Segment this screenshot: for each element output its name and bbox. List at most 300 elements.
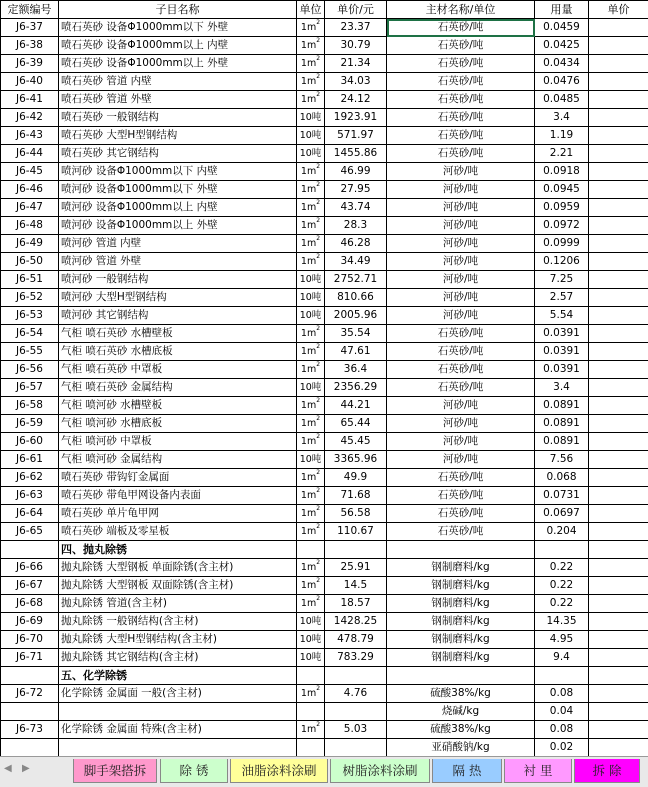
cell-name[interactable]: 喷河砂 设备Φ1000mm以上 外壁 bbox=[59, 217, 297, 235]
cell-unit-price[interactable] bbox=[589, 217, 648, 235]
cell-name[interactable]: 喷石英砂 设备Φ1000mm以上 内壁 bbox=[59, 37, 297, 55]
cell-unit-price[interactable] bbox=[589, 307, 648, 325]
cell-qty[interactable]: 0.204 bbox=[535, 523, 589, 541]
cell-unit-price[interactable] bbox=[589, 577, 648, 595]
cell-price[interactable] bbox=[325, 667, 387, 685]
cell-unit[interactable]: $1m^2$ bbox=[297, 199, 325, 217]
cell-name[interactable]: 化学除锈 金属面 特殊(含主材) bbox=[59, 721, 297, 739]
cell-code[interactable]: J6-45 bbox=[1, 163, 59, 181]
cell-price[interactable]: 1455.86 bbox=[325, 145, 387, 163]
cell-qty[interactable]: 0.0391 bbox=[535, 361, 589, 379]
cell-qty[interactable]: 0.0959 bbox=[535, 199, 589, 217]
cell-name[interactable]: 喷石英砂 管道 内壁 bbox=[59, 73, 297, 91]
cell-price[interactable]: 43.74 bbox=[325, 199, 387, 217]
cell-unit[interactable]: $1m^2$ bbox=[297, 415, 325, 433]
cell-qty[interactable]: 0.0459 bbox=[535, 19, 589, 37]
cell-material[interactable]: 石英砂/吨 bbox=[387, 361, 535, 379]
cell-unit[interactable]: 10吨 bbox=[297, 127, 325, 145]
cell-name[interactable] bbox=[59, 703, 297, 721]
cell-name[interactable]: 喷石英砂 设备Φ1000mm以上 外壁 bbox=[59, 55, 297, 73]
cell-price[interactable]: 49.9 bbox=[325, 469, 387, 487]
cell-material[interactable]: 石英砂/吨 bbox=[387, 19, 535, 37]
cell-unit[interactable]: $1m^2$ bbox=[297, 181, 325, 199]
cell-qty[interactable]: 7.25 bbox=[535, 271, 589, 289]
cell-code[interactable]: J6-50 bbox=[1, 253, 59, 271]
cell-unit[interactable]: 10吨 bbox=[297, 379, 325, 397]
cell-code[interactable]: J6-73 bbox=[1, 721, 59, 739]
cell-qty[interactable]: 0.0891 bbox=[535, 433, 589, 451]
cell-unit[interactable]: $1m^2$ bbox=[297, 325, 325, 343]
cell-unit[interactable]: $1m^2$ bbox=[297, 559, 325, 577]
cell-qty[interactable]: 0.04 bbox=[535, 703, 589, 721]
cell-unit[interactable]: $1m^2$ bbox=[297, 19, 325, 37]
sheet-tab-2[interactable]: 除 锈 bbox=[160, 759, 228, 783]
cell-code[interactable]: J6-48 bbox=[1, 217, 59, 235]
cell-unit[interactable]: $1m^2$ bbox=[297, 685, 325, 703]
cell-price[interactable]: 36.4 bbox=[325, 361, 387, 379]
cell-qty[interactable]: 0.02 bbox=[535, 739, 589, 757]
cell-name[interactable]: 抛丸除锈 大型钢板 双面除锈(含主材) bbox=[59, 577, 297, 595]
cell-code[interactable]: J6-59 bbox=[1, 415, 59, 433]
cell-price[interactable]: 21.34 bbox=[325, 55, 387, 73]
header-price[interactable]: 单价/元 bbox=[325, 1, 387, 19]
cell-unit[interactable]: $1m^2$ bbox=[297, 361, 325, 379]
header-code[interactable]: 定额编号 bbox=[1, 1, 59, 19]
header-material[interactable]: 主材名称/单位 bbox=[387, 1, 535, 19]
cell-material[interactable]: 河砂/吨 bbox=[387, 181, 535, 199]
cell-qty[interactable]: 7.56 bbox=[535, 451, 589, 469]
cell-price[interactable]: 46.99 bbox=[325, 163, 387, 181]
cell-unit[interactable]: 10吨 bbox=[297, 145, 325, 163]
header-name[interactable]: 子目名称 bbox=[59, 1, 297, 19]
cell-unit[interactable]: $1m^2$ bbox=[297, 523, 325, 541]
cell-code[interactable]: J6-39 bbox=[1, 55, 59, 73]
cell-price[interactable]: 5.03 bbox=[325, 721, 387, 739]
cell-unit[interactable]: $1m^2$ bbox=[297, 433, 325, 451]
cell-code[interactable]: J6-44 bbox=[1, 145, 59, 163]
scroll-right-icon[interactable]: ▶ bbox=[22, 763, 30, 774]
cell-qty[interactable]: 0.0891 bbox=[535, 415, 589, 433]
cell-material[interactable] bbox=[387, 667, 535, 685]
cell-code[interactable]: J6-52 bbox=[1, 289, 59, 307]
cell-material[interactable]: 河砂/吨 bbox=[387, 163, 535, 181]
cell-code[interactable] bbox=[1, 703, 59, 721]
cell-name[interactable]: 抛丸除锈 管道(含主材) bbox=[59, 595, 297, 613]
cell-name[interactable]: 气柜 喷河砂 金属结构 bbox=[59, 451, 297, 469]
cell-qty[interactable]: 0.068 bbox=[535, 469, 589, 487]
cell-qty[interactable]: 3.4 bbox=[535, 109, 589, 127]
cell-name[interactable]: 气柜 喷石英砂 中罩板 bbox=[59, 361, 297, 379]
cell-unit-price[interactable] bbox=[589, 289, 648, 307]
cell-qty[interactable]: 0.0391 bbox=[535, 343, 589, 361]
cell-material[interactable]: 河砂/吨 bbox=[387, 415, 535, 433]
cell-price[interactable]: 34.03 bbox=[325, 73, 387, 91]
cell-material[interactable]: 河砂/吨 bbox=[387, 289, 535, 307]
cell-price[interactable]: 47.61 bbox=[325, 343, 387, 361]
cell-code[interactable]: J6-67 bbox=[1, 577, 59, 595]
cell-code[interactable]: J6-72 bbox=[1, 685, 59, 703]
cell-material[interactable]: 石英砂/吨 bbox=[387, 127, 535, 145]
cell-price[interactable]: 110.67 bbox=[325, 523, 387, 541]
cell-material[interactable]: 河砂/吨 bbox=[387, 271, 535, 289]
cell-unit[interactable]: $1m^2$ bbox=[297, 577, 325, 595]
cell-unit-price[interactable] bbox=[589, 487, 648, 505]
cell-price[interactable]: 783.29 bbox=[325, 649, 387, 667]
cell-code[interactable]: J6-63 bbox=[1, 487, 59, 505]
sheet-tab-3[interactable]: 油脂涂料涂刷 bbox=[230, 759, 328, 783]
cell-material[interactable]: 石英砂/吨 bbox=[387, 523, 535, 541]
cell-unit[interactable]: 10吨 bbox=[297, 649, 325, 667]
cell-code[interactable]: J6-49 bbox=[1, 235, 59, 253]
cell-material[interactable]: 石英砂/吨 bbox=[387, 55, 535, 73]
cell-unit[interactable]: $1m^2$ bbox=[297, 91, 325, 109]
cell-price[interactable]: 46.28 bbox=[325, 235, 387, 253]
cell-unit[interactable]: $1m^2$ bbox=[297, 595, 325, 613]
cell-name[interactable]: 气柜 喷石英砂 水槽底板 bbox=[59, 343, 297, 361]
cell-name[interactable]: 喷石英砂 带龟甲网设备内表面 bbox=[59, 487, 297, 505]
cell-name[interactable]: 抛丸除锈 其它钢结构(含主材) bbox=[59, 649, 297, 667]
cell-unit-price[interactable] bbox=[589, 595, 648, 613]
cell-material[interactable]: 烧碱/kg bbox=[387, 703, 535, 721]
cell-unit-price[interactable] bbox=[589, 55, 648, 73]
header-unit-price[interactable]: 单价 bbox=[589, 1, 648, 19]
cell-price[interactable]: 65.44 bbox=[325, 415, 387, 433]
cell-material[interactable]: 河砂/吨 bbox=[387, 199, 535, 217]
cell-code[interactable]: J6-55 bbox=[1, 343, 59, 361]
cell-material[interactable]: 石英砂/吨 bbox=[387, 37, 535, 55]
cell-qty[interactable]: 0.0425 bbox=[535, 37, 589, 55]
sheet-tab-7[interactable]: 拆 除 bbox=[574, 759, 640, 783]
cell-code[interactable]: J6-70 bbox=[1, 631, 59, 649]
cell-qty[interactable]: 0.0731 bbox=[535, 487, 589, 505]
cell-price[interactable]: 27.95 bbox=[325, 181, 387, 199]
cell-name[interactable]: 气柜 喷石英砂 水槽壁板 bbox=[59, 325, 297, 343]
cell-unit-price[interactable] bbox=[589, 343, 648, 361]
cell-name[interactable]: 气柜 喷石英砂 金属结构 bbox=[59, 379, 297, 397]
cell-unit-price[interactable] bbox=[589, 523, 648, 541]
cell-qty[interactable]: 0.0945 bbox=[535, 181, 589, 199]
cell-name[interactable]: 喷河砂 一般钢结构 bbox=[59, 271, 297, 289]
cell-material[interactable]: 钢制磨料/kg bbox=[387, 649, 535, 667]
cell-name[interactable]: 五、化学除锈 bbox=[59, 667, 297, 685]
cell-code[interactable]: J6-46 bbox=[1, 181, 59, 199]
cell-name[interactable]: 喷河砂 大型H型钢结构 bbox=[59, 289, 297, 307]
cell-code[interactable] bbox=[1, 739, 59, 757]
cell-material[interactable]: 河砂/吨 bbox=[387, 235, 535, 253]
cell-qty[interactable]: 0.0999 bbox=[535, 235, 589, 253]
cell-material[interactable]: 硫酸38%/kg bbox=[387, 721, 535, 739]
cell-code[interactable]: J6-37 bbox=[1, 19, 59, 37]
cell-name[interactable]: 气柜 喷河砂 水槽壁板 bbox=[59, 397, 297, 415]
cell-qty[interactable]: 4.95 bbox=[535, 631, 589, 649]
cell-code[interactable]: J6-40 bbox=[1, 73, 59, 91]
cell-code[interactable]: J6-51 bbox=[1, 271, 59, 289]
cell-material[interactable]: 石英砂/吨 bbox=[387, 325, 535, 343]
cell-qty[interactable]: 0.0391 bbox=[535, 325, 589, 343]
cell-qty[interactable] bbox=[535, 667, 589, 685]
cell-material[interactable]: 石英砂/吨 bbox=[387, 109, 535, 127]
cell-unit[interactable]: 10吨 bbox=[297, 289, 325, 307]
cell-name[interactable]: 喷石英砂 单片龟甲网 bbox=[59, 505, 297, 523]
cell-code[interactable]: J6-58 bbox=[1, 397, 59, 415]
cell-unit-price[interactable] bbox=[589, 37, 648, 55]
cell-unit[interactable]: $1m^2$ bbox=[297, 505, 325, 523]
cell-unit[interactable]: 10吨 bbox=[297, 109, 325, 127]
cell-unit-price[interactable] bbox=[589, 685, 648, 703]
cell-price[interactable]: 2752.71 bbox=[325, 271, 387, 289]
cell-qty[interactable]: 9.4 bbox=[535, 649, 589, 667]
cell-unit[interactable] bbox=[297, 667, 325, 685]
cell-name[interactable]: 喷石英砂 大型H型钢结构 bbox=[59, 127, 297, 145]
cell-unit[interactable]: $1m^2$ bbox=[297, 217, 325, 235]
cell-qty[interactable] bbox=[535, 541, 589, 559]
cell-name[interactable] bbox=[59, 739, 297, 757]
cell-unit-price[interactable] bbox=[589, 235, 648, 253]
cell-material[interactable]: 河砂/吨 bbox=[387, 433, 535, 451]
cell-price[interactable] bbox=[325, 703, 387, 721]
cell-price[interactable]: 478.79 bbox=[325, 631, 387, 649]
cell-unit-price[interactable] bbox=[589, 505, 648, 523]
cell-unit[interactable]: $1m^2$ bbox=[297, 55, 325, 73]
cell-price[interactable]: 1428.25 bbox=[325, 613, 387, 631]
cell-unit-price[interactable] bbox=[589, 19, 648, 37]
cell-material[interactable]: 亚硝酸钠/kg bbox=[387, 739, 535, 757]
cell-price[interactable] bbox=[325, 739, 387, 757]
cell-unit-price[interactable] bbox=[589, 271, 648, 289]
cell-unit[interactable]: 10吨 bbox=[297, 631, 325, 649]
cell-qty[interactable]: 0.22 bbox=[535, 595, 589, 613]
cell-price[interactable]: 25.91 bbox=[325, 559, 387, 577]
cell-unit[interactable] bbox=[297, 541, 325, 559]
cell-qty[interactable]: 0.08 bbox=[535, 685, 589, 703]
cell-unit-price[interactable] bbox=[589, 397, 648, 415]
cell-code[interactable]: J6-60 bbox=[1, 433, 59, 451]
cell-price[interactable]: 2356.29 bbox=[325, 379, 387, 397]
cell-price[interactable]: 4.76 bbox=[325, 685, 387, 703]
cell-material[interactable]: 石英砂/吨 bbox=[387, 145, 535, 163]
header-qty[interactable]: 用量 bbox=[535, 1, 589, 19]
cell-unit-price[interactable] bbox=[589, 145, 648, 163]
cell-unit[interactable] bbox=[297, 703, 325, 721]
cell-price[interactable]: 45.45 bbox=[325, 433, 387, 451]
cell-code[interactable]: J6-38 bbox=[1, 37, 59, 55]
cell-unit-price[interactable] bbox=[589, 703, 648, 721]
cell-price[interactable]: 44.21 bbox=[325, 397, 387, 415]
sheet-tab-6[interactable]: 衬 里 bbox=[504, 759, 572, 783]
cell-code[interactable]: J6-66 bbox=[1, 559, 59, 577]
cell-qty[interactable]: 0.0476 bbox=[535, 73, 589, 91]
cell-qty[interactable]: 2.57 bbox=[535, 289, 589, 307]
cell-material[interactable]: 河砂/吨 bbox=[387, 397, 535, 415]
cell-unit[interactable]: $1m^2$ bbox=[297, 469, 325, 487]
cell-unit-price[interactable] bbox=[589, 721, 648, 739]
cell-code[interactable]: J6-54 bbox=[1, 325, 59, 343]
cell-material[interactable]: 河砂/吨 bbox=[387, 451, 535, 469]
cell-material[interactable]: 河砂/吨 bbox=[387, 307, 535, 325]
cell-price[interactable]: 2005.96 bbox=[325, 307, 387, 325]
cell-unit-price[interactable] bbox=[589, 451, 648, 469]
cell-unit[interactable]: $1m^2$ bbox=[297, 37, 325, 55]
cell-name[interactable]: 喷石英砂 一般钢结构 bbox=[59, 109, 297, 127]
cell-unit[interactable]: 10吨 bbox=[297, 307, 325, 325]
cell-unit-price[interactable] bbox=[589, 199, 648, 217]
cell-material[interactable]: 石英砂/吨 bbox=[387, 343, 535, 361]
cell-name[interactable]: 喷石英砂 带钩钉金属面 bbox=[59, 469, 297, 487]
cell-unit[interactable]: $1m^2$ bbox=[297, 253, 325, 271]
cell-code[interactable]: J6-47 bbox=[1, 199, 59, 217]
cell-qty[interactable]: 0.0891 bbox=[535, 397, 589, 415]
cell-qty[interactable]: 0.0697 bbox=[535, 505, 589, 523]
cell-unit[interactable]: $1m^2$ bbox=[297, 397, 325, 415]
cell-material[interactable]: 石英砂/吨 bbox=[387, 379, 535, 397]
cell-price[interactable]: 1923.91 bbox=[325, 109, 387, 127]
cell-qty[interactable]: 0.0918 bbox=[535, 163, 589, 181]
cell-code[interactable]: J6-56 bbox=[1, 361, 59, 379]
cell-price[interactable]: 30.79 bbox=[325, 37, 387, 55]
cell-material[interactable]: 硫酸38%/kg bbox=[387, 685, 535, 703]
cell-unit-price[interactable] bbox=[589, 559, 648, 577]
cell-unit-price[interactable] bbox=[589, 739, 648, 757]
cell-code[interactable]: J6-42 bbox=[1, 109, 59, 127]
cell-price[interactable]: 571.97 bbox=[325, 127, 387, 145]
cell-material[interactable]: 钢制磨料/kg bbox=[387, 631, 535, 649]
cell-name[interactable]: 气柜 喷河砂 中罩板 bbox=[59, 433, 297, 451]
cell-material[interactable]: 钢制磨料/kg bbox=[387, 559, 535, 577]
cell-code[interactable] bbox=[1, 541, 59, 559]
cell-qty[interactable]: 2.21 bbox=[535, 145, 589, 163]
cell-name[interactable]: 喷河砂 设备Φ1000mm以上 内壁 bbox=[59, 199, 297, 217]
cell-qty[interactable]: 5.54 bbox=[535, 307, 589, 325]
cell-price[interactable]: 14.5 bbox=[325, 577, 387, 595]
cell-unit-price[interactable] bbox=[589, 379, 648, 397]
cell-price[interactable]: 24.12 bbox=[325, 91, 387, 109]
cell-qty[interactable]: 0.0485 bbox=[535, 91, 589, 109]
cell-name[interactable]: 抛丸除锈 一般钢结构(含主材) bbox=[59, 613, 297, 631]
cell-material[interactable]: 钢制磨料/kg bbox=[387, 595, 535, 613]
cell-material[interactable]: 石英砂/吨 bbox=[387, 505, 535, 523]
cell-unit-price[interactable] bbox=[589, 613, 648, 631]
cell-price[interactable]: 35.54 bbox=[325, 325, 387, 343]
cell-qty[interactable]: 3.4 bbox=[535, 379, 589, 397]
scroll-left-icon[interactable]: ◀ bbox=[4, 763, 12, 774]
cell-code[interactable]: J6-41 bbox=[1, 91, 59, 109]
cell-price[interactable]: 810.66 bbox=[325, 289, 387, 307]
cell-unit-price[interactable] bbox=[589, 433, 648, 451]
cell-code[interactable]: J6-43 bbox=[1, 127, 59, 145]
cell-code[interactable]: J6-57 bbox=[1, 379, 59, 397]
cell-unit-price[interactable] bbox=[589, 325, 648, 343]
cell-material[interactable]: 石英砂/吨 bbox=[387, 469, 535, 487]
cell-material[interactable]: 石英砂/吨 bbox=[387, 487, 535, 505]
sheet-tab-1[interactable]: 脚手架搭拆 bbox=[73, 759, 157, 783]
cell-unit[interactable]: 10吨 bbox=[297, 613, 325, 631]
cell-unit-price[interactable] bbox=[589, 415, 648, 433]
cell-qty[interactable]: 0.22 bbox=[535, 559, 589, 577]
cell-name[interactable]: 喷石英砂 端板及零星板 bbox=[59, 523, 297, 541]
cell-price[interactable] bbox=[325, 541, 387, 559]
cell-qty[interactable]: 0.1206 bbox=[535, 253, 589, 271]
cell-qty[interactable]: 0.22 bbox=[535, 577, 589, 595]
cell-name[interactable]: 喷石英砂 其它钢结构 bbox=[59, 145, 297, 163]
cell-code[interactable]: J6-68 bbox=[1, 595, 59, 613]
cell-qty[interactable]: 0.0972 bbox=[535, 217, 589, 235]
cell-unit[interactable]: $1m^2$ bbox=[297, 343, 325, 361]
sheet-tab-5[interactable]: 隔 热 bbox=[432, 759, 502, 783]
cell-name[interactable]: 抛丸除锈 大型H型钢结构(含主材) bbox=[59, 631, 297, 649]
cell-material[interactable]: 石英砂/吨 bbox=[387, 73, 535, 91]
cell-qty[interactable]: 0.0434 bbox=[535, 55, 589, 73]
cell-name[interactable]: 喷河砂 设备Φ1000mm以下 内壁 bbox=[59, 163, 297, 181]
cell-price[interactable]: 3365.96 bbox=[325, 451, 387, 469]
cell-name[interactable]: 喷石英砂 管道 外壁 bbox=[59, 91, 297, 109]
cell-unit-price[interactable] bbox=[589, 361, 648, 379]
cell-price[interactable]: 34.49 bbox=[325, 253, 387, 271]
cell-name[interactable]: 喷河砂 管道 外壁 bbox=[59, 253, 297, 271]
cell-unit-price[interactable] bbox=[589, 469, 648, 487]
cell-unit-price[interactable] bbox=[589, 127, 648, 145]
cell-name[interactable]: 四、抛丸除锈 bbox=[59, 541, 297, 559]
cell-material[interactable]: 河砂/吨 bbox=[387, 253, 535, 271]
cell-unit[interactable] bbox=[297, 739, 325, 757]
cell-unit[interactable]: 10吨 bbox=[297, 271, 325, 289]
cell-unit[interactable]: $1m^2$ bbox=[297, 73, 325, 91]
cell-code[interactable]: J6-71 bbox=[1, 649, 59, 667]
cell-unit-price[interactable] bbox=[589, 181, 648, 199]
cell-qty[interactable]: 1.19 bbox=[535, 127, 589, 145]
cell-unit-price[interactable] bbox=[589, 667, 648, 685]
cell-price[interactable]: 18.57 bbox=[325, 595, 387, 613]
cell-code[interactable]: J6-69 bbox=[1, 613, 59, 631]
cell-price[interactable]: 56.58 bbox=[325, 505, 387, 523]
cell-code[interactable]: J6-61 bbox=[1, 451, 59, 469]
cell-name[interactable]: 喷石英砂 设备Φ1000mm以下 外壁 bbox=[59, 19, 297, 37]
cell-code[interactable]: J6-53 bbox=[1, 307, 59, 325]
cell-unit-price[interactable] bbox=[589, 109, 648, 127]
cell-unit[interactable]: $1m^2$ bbox=[297, 163, 325, 181]
cell-code[interactable]: J6-62 bbox=[1, 469, 59, 487]
cell-material[interactable]: 钢制磨料/kg bbox=[387, 613, 535, 631]
cell-unit[interactable]: $1m^2$ bbox=[297, 721, 325, 739]
cell-price[interactable]: 71.68 bbox=[325, 487, 387, 505]
cell-unit-price[interactable] bbox=[589, 73, 648, 91]
cell-material[interactable]: 钢制磨料/kg bbox=[387, 577, 535, 595]
cell-unit-price[interactable] bbox=[589, 253, 648, 271]
cell-unit-price[interactable] bbox=[589, 91, 648, 109]
cell-name[interactable]: 喷河砂 管道 内壁 bbox=[59, 235, 297, 253]
cell-price[interactable]: 28.3 bbox=[325, 217, 387, 235]
cell-unit[interactable]: $1m^2$ bbox=[297, 487, 325, 505]
cell-unit[interactable]: $1m^2$ bbox=[297, 235, 325, 253]
cell-name[interactable]: 喷河砂 其它钢结构 bbox=[59, 307, 297, 325]
cell-code[interactable]: J6-65 bbox=[1, 523, 59, 541]
cell-name[interactable]: 喷河砂 设备Φ1000mm以下 外壁 bbox=[59, 181, 297, 199]
cell-name[interactable]: 抛丸除锈 大型钢板 单面除锈(含主材) bbox=[59, 559, 297, 577]
cell-material[interactable] bbox=[387, 541, 535, 559]
cell-unit-price[interactable] bbox=[589, 163, 648, 181]
cell-name[interactable]: 化学除锈 金属面 一般(含主材) bbox=[59, 685, 297, 703]
cell-price[interactable]: 23.37 bbox=[325, 19, 387, 37]
cell-qty[interactable]: 14.35 bbox=[535, 613, 589, 631]
cell-name[interactable]: 气柜 喷河砂 水槽底板 bbox=[59, 415, 297, 433]
cell-unit-price[interactable] bbox=[589, 541, 648, 559]
sheet-tab-4[interactable]: 树脂涂料涂刷 bbox=[330, 759, 430, 783]
cell-code[interactable] bbox=[1, 667, 59, 685]
header-unit[interactable]: 单位 bbox=[297, 1, 325, 19]
cell-code[interactable]: J6-64 bbox=[1, 505, 59, 523]
cell-unit-price[interactable] bbox=[589, 649, 648, 667]
cell-material[interactable]: 石英砂/吨 bbox=[387, 91, 535, 109]
cell-material[interactable]: 河砂/吨 bbox=[387, 217, 535, 235]
